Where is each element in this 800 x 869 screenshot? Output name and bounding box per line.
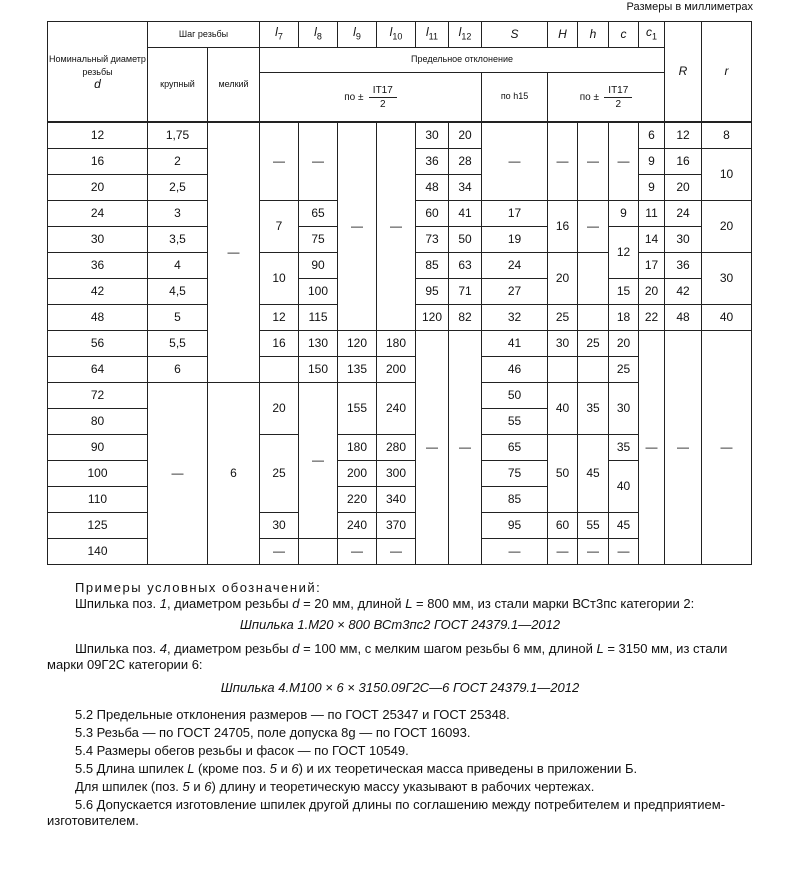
- l8-cell: —: [299, 383, 338, 539]
- S-cell: 17: [482, 201, 548, 227]
- H-cell: 30: [548, 331, 578, 357]
- c1-cell: 11: [639, 201, 665, 227]
- c-cell: 40: [609, 461, 639, 513]
- header-l10: $l_{10}$: [377, 22, 416, 48]
- d-cell: 80: [48, 409, 148, 435]
- coarse-cell: 4: [148, 253, 208, 279]
- H-cell: —: [548, 122, 578, 201]
- l9-cell: 180: [338, 435, 377, 461]
- header-thread-pitch: Шаг резьбы: [148, 22, 260, 48]
- l9-cell: —: [338, 539, 377, 565]
- S-cell: —: [482, 122, 548, 201]
- coarse-cell: —: [148, 383, 208, 565]
- R-cell: 42: [665, 279, 702, 305]
- h-cell: 25: [578, 331, 609, 357]
- S-cell: 24: [482, 253, 548, 279]
- S-cell: 85: [482, 487, 548, 513]
- h-cell: —: [578, 539, 609, 565]
- l11-cell: 95: [416, 279, 449, 305]
- header-it17-c: по ± $\frac{IT17}{2}$: [548, 73, 665, 123]
- d-cell: 12: [48, 122, 148, 149]
- l10-cell: 340: [377, 487, 416, 513]
- l10-cell: —: [377, 122, 416, 331]
- r-cell: 20: [702, 201, 752, 253]
- header-H: H: [548, 22, 578, 48]
- H-cell: 60: [548, 513, 578, 539]
- d-cell: 24: [48, 201, 148, 227]
- coarse-cell: 1,75: [148, 122, 208, 149]
- l10-cell: 180: [377, 331, 416, 357]
- l8-cell: 65: [299, 201, 338, 227]
- H-cell: 50: [548, 435, 578, 513]
- R-cell: 20: [665, 175, 702, 201]
- l9-cell: 120: [338, 331, 377, 357]
- r-cell: 10: [702, 149, 752, 201]
- l9-cell: 200: [338, 461, 377, 487]
- l7-cell: 16: [260, 331, 299, 357]
- header-it17-l: по ± $\frac{IT17}{2}$: [260, 73, 482, 123]
- header-l8: $l_8$: [299, 22, 338, 48]
- c-cell: —: [609, 122, 639, 201]
- header-l11: $l_{11}$: [416, 22, 449, 48]
- c1-cell: 20: [639, 279, 665, 305]
- coarse-cell: 6: [148, 357, 208, 383]
- l9-cell: 155: [338, 383, 377, 435]
- c1-cell: 9: [639, 149, 665, 175]
- h-cell: [578, 357, 609, 383]
- l12-cell: 28: [449, 149, 482, 175]
- l8-cell: —: [299, 122, 338, 201]
- l12-cell: 82: [449, 305, 482, 331]
- header-r: r: [702, 22, 752, 123]
- l8-cell: 100: [299, 279, 338, 305]
- header-coarse: крупный: [148, 48, 208, 123]
- l11-cell: 120: [416, 305, 449, 331]
- l12-cell: 34: [449, 175, 482, 201]
- R-cell: 30: [665, 227, 702, 253]
- h-cell: —: [578, 122, 609, 201]
- header-l12: $l_{12}$: [449, 22, 482, 48]
- d-cell: 30: [48, 227, 148, 253]
- example-1-designation: Шпилька 1.М20 × 800 ВСт3пс2 ГОСТ 24379.1—2012: [239, 617, 561, 632]
- l9-cell: —: [338, 122, 377, 331]
- H-cell: —: [548, 539, 578, 565]
- c-cell: 18: [609, 305, 639, 331]
- header-nominal-diameter: [48, 22, 148, 123]
- H-cell: 20: [548, 253, 578, 305]
- examples-title: Примеры условных обозначений:: [75, 580, 322, 595]
- c-cell: 20: [609, 331, 639, 357]
- S-cell: 32: [482, 305, 548, 331]
- header-l7: $l_7$: [260, 22, 299, 48]
- c1-cell: 6: [639, 122, 665, 149]
- S-cell: 41: [482, 331, 548, 357]
- para-5-5-note: Для шпилек (поз. 5 и 6) длину и теоретическую массу указывают в рабочих чертежах.: [75, 779, 595, 794]
- l12-cell: 50: [449, 227, 482, 253]
- d-cell: 20: [48, 175, 148, 201]
- R-cell: 24: [665, 201, 702, 227]
- S-cell: —: [482, 539, 548, 565]
- fine-cell: —: [208, 122, 260, 383]
- d-cell: 125: [48, 513, 148, 539]
- c1-cell: 9: [639, 175, 665, 201]
- l7-cell: —: [260, 122, 299, 201]
- l12-cell: —: [449, 331, 482, 565]
- l11-cell: 36: [416, 149, 449, 175]
- nominal-diameter-label: Номинальный диаметр резьбы: [49, 53, 146, 77]
- header-S: S: [482, 22, 548, 48]
- d-cell: 110: [48, 487, 148, 513]
- r-cell: 8: [702, 122, 752, 149]
- header-limit-deviation: Предельное отклонение: [260, 48, 665, 73]
- R-cell: 16: [665, 149, 702, 175]
- l7-cell: 25: [260, 435, 299, 513]
- l7-cell: —: [260, 539, 299, 565]
- d-cell: 90: [48, 435, 148, 461]
- d-cell: 140: [48, 539, 148, 565]
- l11-cell: —: [416, 331, 449, 565]
- S-cell: 75: [482, 461, 548, 487]
- header-R: R: [665, 22, 702, 123]
- coarse-cell: 3: [148, 201, 208, 227]
- d-cell: 36: [48, 253, 148, 279]
- l12-cell: 63: [449, 253, 482, 279]
- c-cell: 30: [609, 383, 639, 435]
- example-2-text: Шпилька поз. 4, диаметром резьбы d = 100 мм, с мелким шагом резьбы 6 мм, длиной L = 3150 мм, из стали марки 09Г2С категории 6:: [47, 641, 728, 672]
- l11-cell: 85: [416, 253, 449, 279]
- l12-cell: 20: [449, 122, 482, 149]
- l9-cell: 220: [338, 487, 377, 513]
- l10-cell: 280: [377, 435, 416, 461]
- l7-cell: 10: [260, 253, 299, 305]
- d-cell: 42: [48, 279, 148, 305]
- body-text: [47, 580, 753, 829]
- R-cell: 12: [665, 122, 702, 149]
- H-cell: 25: [548, 305, 578, 331]
- l10-cell: 200: [377, 357, 416, 383]
- S-cell: 19: [482, 227, 548, 253]
- h-cell: [578, 305, 609, 331]
- coarse-cell: 3,5: [148, 227, 208, 253]
- d-cell: 100: [48, 461, 148, 487]
- c-cell: 12: [609, 227, 639, 279]
- S-cell: 95: [482, 513, 548, 539]
- l7-cell: 12: [260, 305, 299, 331]
- l12-cell: 71: [449, 279, 482, 305]
- h-cell: 35: [578, 383, 609, 435]
- l10-cell: 300: [377, 461, 416, 487]
- r-cell: —: [702, 331, 752, 565]
- c-cell: 25: [609, 357, 639, 383]
- r-cell: 30: [702, 253, 752, 305]
- c1-cell: 22: [639, 305, 665, 331]
- example-2-designation: Шпилька 4.М100 × 6 × 3150.09Г2С—6 ГОСТ 24379.1—2012: [220, 680, 580, 695]
- l11-cell: 73: [416, 227, 449, 253]
- coarse-cell: 5,5: [148, 331, 208, 357]
- para-5-6: 5.6 Допускается изготовление шпилек другой длины по соглашению между потребителем и предприятием-изготовителем.: [47, 797, 726, 828]
- l10-cell: —: [377, 539, 416, 565]
- l8-cell: 130: [299, 331, 338, 357]
- l9-cell: 135: [338, 357, 377, 383]
- header-fine: мелкий: [208, 48, 260, 123]
- coarse-cell: 2: [148, 149, 208, 175]
- l7-cell: 7: [260, 201, 299, 253]
- S-cell: 27: [482, 279, 548, 305]
- d-cell: 56: [48, 331, 148, 357]
- units-note: Размеры в миллиметрах: [626, 1, 753, 13]
- l8-cell: 115: [299, 305, 338, 331]
- R-cell: 36: [665, 253, 702, 279]
- h-cell: —: [578, 201, 609, 253]
- d-cell: 64: [48, 357, 148, 383]
- R-cell: —: [665, 331, 702, 565]
- example-1-text: Шпилька поз. 1, диаметром резьбы d = 20 мм, длиной L = 800 мм, из стали марки ВСт3пс категории 2:: [75, 596, 695, 611]
- l7-cell: 20: [260, 383, 299, 435]
- l8-cell: 150: [299, 357, 338, 383]
- S-cell: 65: [482, 435, 548, 461]
- coarse-cell: 2,5: [148, 175, 208, 201]
- nominal-d-label: d: [94, 77, 101, 92]
- l8-cell: 75: [299, 227, 338, 253]
- c-cell: —: [609, 539, 639, 565]
- h-cell: [578, 253, 609, 305]
- c1-cell: 14: [639, 227, 665, 253]
- l10-cell: 240: [377, 383, 416, 435]
- coarse-cell: 5: [148, 305, 208, 331]
- H-cell: 16: [548, 201, 578, 253]
- l8-cell: 90: [299, 253, 338, 279]
- header-l9: $l_9$: [338, 22, 377, 48]
- h-cell: 55: [578, 513, 609, 539]
- fine-cell: 6: [208, 383, 260, 565]
- header-c: c: [609, 22, 639, 48]
- S-cell: 46: [482, 357, 548, 383]
- l10-cell: 370: [377, 513, 416, 539]
- l11-cell: 30: [416, 122, 449, 149]
- c1-cell: 17: [639, 253, 665, 279]
- l7-cell: [260, 357, 299, 383]
- l9-cell: 240: [338, 513, 377, 539]
- para-5-5: 5.5 Длина шпилек L (кроме поз. 5 и 6) и их теоретическая масса приведены в приложении Б.: [75, 761, 638, 776]
- h-cell: 45: [578, 435, 609, 513]
- l11-cell: 48: [416, 175, 449, 201]
- para-5-3: 5.3 Резьба — по ГОСТ 24705, поле допуска 8g — по ГОСТ 16093.: [75, 725, 471, 740]
- d-cell: 16: [48, 149, 148, 175]
- S-cell: 55: [482, 409, 548, 435]
- para-5-2: 5.2 Предельные отклонения размеров — по ГОСТ 25347 и ГОСТ 25348.: [75, 707, 510, 722]
- c-cell: 15: [609, 279, 639, 305]
- c1-cell: —: [639, 331, 665, 565]
- l7-cell: 30: [260, 513, 299, 539]
- para-5-4: 5.4 Размеры обегов резьбы и фасок — по ГОСТ 10549.: [75, 743, 409, 758]
- R-cell: 48: [665, 305, 702, 331]
- header-po-h15: по h15: [482, 73, 548, 123]
- c-cell: 9: [609, 201, 639, 227]
- header-h: h: [578, 22, 609, 48]
- l8-cell: [299, 539, 338, 565]
- l12-cell: 41: [449, 201, 482, 227]
- r-cell: 40: [702, 305, 752, 331]
- header-c1: $c_1$: [639, 22, 665, 48]
- dimensions-table: [47, 21, 752, 565]
- l11-cell: 60: [416, 201, 449, 227]
- c-cell: 35: [609, 435, 639, 461]
- H-cell: 40: [548, 383, 578, 435]
- d-cell: 72: [48, 383, 148, 409]
- H-cell: [548, 357, 578, 383]
- S-cell: 50: [482, 383, 548, 409]
- coarse-cell: 4,5: [148, 279, 208, 305]
- c-cell: 45: [609, 513, 639, 539]
- d-cell: 48: [48, 305, 148, 331]
